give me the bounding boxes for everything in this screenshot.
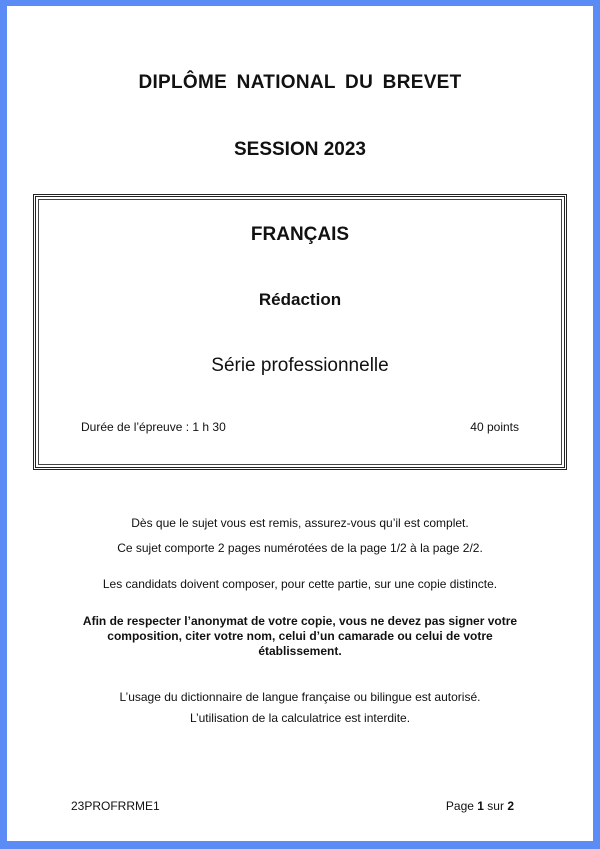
exam-title: DIPLÔME NATIONAL DU BREVET [138, 72, 462, 93]
instruction-line: Ce sujet comporte 2 pages numérotées de la page 1/2 à la page 2/2. [117, 541, 483, 555]
page-sep: sur [483, 799, 508, 813]
instruction-line: L’usage du dictionnaire de langue française ou bilingue est autorisé. [119, 690, 481, 704]
session-title: SESSION 2023 [233, 139, 367, 160]
page-label: Page [445, 799, 478, 813]
subject-code: 23PROFRRME1 [71, 799, 160, 813]
exam-points: 40 points [470, 420, 519, 434]
total-pages: 2 [507, 799, 514, 813]
instruction-line: L’utilisation de la calculatrice est interdite. [189, 711, 411, 725]
page-number [446, 799, 514, 813]
instruction-line: Dès que le sujet vous est remis, assurez-vous qu’il est complet. [131, 516, 469, 530]
current-page: 1 [477, 799, 484, 813]
exam-duration: Durée de l’épreuve : 1 h 30 [81, 420, 226, 434]
anonymity-notice-line: Afin de respecter l’anonymat de votre copie, vous ne devez pas signer votre [82, 614, 518, 628]
subject-name: FRANÇAIS [250, 224, 350, 245]
anonymity-notice-line: établissement. [258, 644, 342, 658]
exam-series: Série professionnelle [211, 355, 389, 376]
anonymity-notice-line: composition, citer votre nom, celui d’un camarade ou celui de votre [107, 629, 493, 643]
exam-part: Rédaction [258, 290, 342, 309]
instruction-line: Les candidats doivent composer, pour cette partie, sur une copie distincte. [102, 577, 498, 591]
